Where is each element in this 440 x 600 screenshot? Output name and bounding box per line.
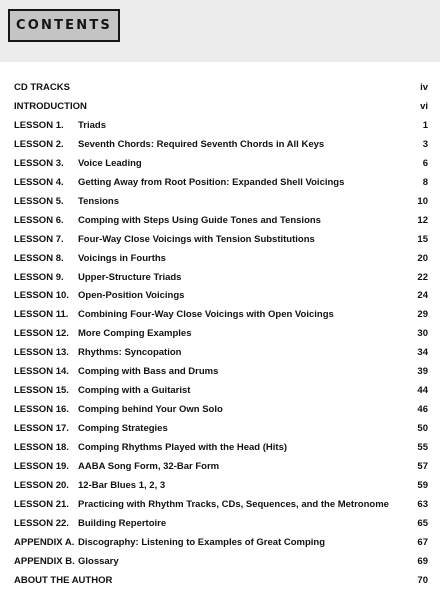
toc-entry [0,458,440,475]
toc-entry [0,79,440,96]
toc-entry-label: LESSON 9. [14,271,64,283]
toc-entry-label: CD TRACKS [14,82,70,93]
toc-entry-label: LESSON 8. [14,252,64,264]
toc-entry-title: Comping behind Your Own Solo [78,404,223,416]
toc-entry-page: 20 [417,252,428,264]
toc-entry [0,155,440,172]
toc-entry [0,231,440,248]
toc-entry-title: Glossary [78,555,119,567]
toc-entry [0,98,440,115]
toc-entry-page: 59 [417,479,428,491]
toc-entry-page: 1 [422,119,428,131]
toc-entry-page: 50 [417,423,428,435]
toc-entry-title: Seventh Chords: Required Seventh Chords in All Keys [78,138,325,150]
toc-entry-page: 70 [417,574,428,586]
toc-entry-title: Tensions [78,195,119,207]
toc-entry [0,250,440,267]
toc-entry [0,534,440,551]
toc-entry-title: Getting Away from Root Position: Expanded Shell Voicings [78,176,345,188]
toc-entry-page: 8 [422,176,428,188]
toc-entry-title: Comping with a Guitarist [78,385,191,397]
toc-entry-page: 69 [417,555,428,567]
toc-entry-label: LESSON 2. [14,138,64,150]
toc-entry-title: Discography: Listening to Examples of Great Comping [78,536,326,548]
toc-entry-title: More Comping Examples [78,328,192,340]
toc-entry-title: Open-Position Voicings [78,290,185,302]
toc-entry-page: 65 [417,517,428,529]
toc-entry [0,572,440,589]
toc-entry-title: Comping with Bass and Drums [78,366,219,378]
toc-entry [0,344,440,361]
toc-entry-label: LESSON 13. [14,347,69,359]
toc-entry-title: Voicings in Fourths [78,252,166,264]
toc-entry [0,193,440,210]
toc-entry [0,136,440,153]
toc-entry-label: LESSON 10. [14,290,69,302]
toc-entry-label: LESSON 16. [14,404,69,416]
toc-entry-page: vi [420,100,428,112]
toc-entry-label: LESSON 5. [14,195,64,207]
toc-entry [0,553,440,570]
toc-entry-title: Upper-Structure Triads [78,271,182,283]
toc-entry-page: 67 [417,536,428,548]
toc-entry-page: 55 [417,442,428,454]
toc-entry-page: 30 [417,328,428,340]
toc-entry-page: 44 [417,385,428,397]
toc-entry [0,363,440,380]
toc-entry-label: LESSON 12. [14,328,69,340]
toc-entry-label: LESSON 15. [14,385,69,397]
toc-entry [0,515,440,532]
toc-entry [0,382,440,399]
toc-entry-label: LESSON 14. [14,366,69,378]
toc-entry-title: AABA Song Form, 32-Bar Form [78,461,220,472]
toc-entry-label: APPENDIX B. [14,555,75,567]
toc-entry-label: LESSON 20. [14,479,69,491]
toc-entry-label: LESSON 4. [14,176,64,188]
toc-entry-page: 15 [417,233,428,245]
toc-entry-page: 6 [422,157,428,169]
toc-entry-page: 34 [417,347,428,359]
toc-entry-label: LESSON 1. [14,119,64,131]
toc-entry-title: Comping Strategies [78,423,168,435]
toc-entry-title: Combining Four-Way Close Voicings with Open Voicings [78,309,334,321]
toc-entry [0,496,440,513]
toc-entry-page: 22 [417,271,428,283]
toc-entry [0,420,440,437]
header-band [0,0,440,62]
toc-entry-title: Voice Leading [78,157,142,169]
toc-entry-page: 29 [417,309,428,321]
toc-entry-label: LESSON 18. [14,442,69,454]
toc-entry-label: LESSON 6. [14,214,64,226]
toc-entry-label: LESSON 11. [14,309,69,321]
toc-entry [0,306,440,323]
toc-entry [0,212,440,229]
toc-entry-page: iv [420,82,428,93]
toc-entry-page: 39 [417,366,428,378]
toc-entry-title: Building Repertoire [78,517,167,529]
toc-entry-page: 46 [417,404,428,416]
toc-entry [0,174,440,191]
toc-entry [0,269,440,286]
toc-entry-page: 12 [417,214,428,226]
toc-entry-page: 63 [417,498,428,510]
toc-entry-label: ABOUT THE AUTHOR [14,574,113,586]
toc-entry [0,401,440,418]
toc-entry-title: Comping with Steps Using Guide Tones and Tensions [78,214,321,226]
toc-entry-label: INTRODUCTION [14,100,87,112]
toc-entry-title: Rhythms: Syncopation [78,347,182,359]
toc-entry-title: Triads [78,119,106,131]
toc-entry-label: LESSON 21. [14,498,69,510]
toc-entry [0,287,440,304]
toc-entry-label: LESSON 3. [14,157,64,169]
toc-entry [0,439,440,456]
toc-entry-label: LESSON 22. [14,517,69,529]
toc-entry-label: LESSON 17. [14,423,69,435]
toc-entry-page: 3 [422,138,428,150]
toc-entry [0,117,440,134]
toc-entry-label: APPENDIX A. [14,536,75,548]
page-title: CONTENTS [8,9,120,42]
toc-entry-label: LESSON 7. [14,233,64,245]
toc-entry-title: 12-Bar Blues 1, 2, 3 [78,479,166,491]
toc-entry-label: LESSON 19. [14,461,69,472]
toc-entry-title: Practicing with Rhythm Tracks, CDs, Sequences, and the Metronome [78,498,389,510]
toc-entry [0,325,440,342]
toc-entry-title: Comping Rhythms Played with the Head (Hits) [78,442,288,454]
toc-entry-title: Four-Way Close Voicings with Tension Substitutions [78,233,315,245]
toc-entry [0,477,440,494]
toc-entry-page: 10 [417,195,428,207]
toc-entry-page: 57 [417,461,428,472]
toc-entry-page: 24 [417,290,428,302]
